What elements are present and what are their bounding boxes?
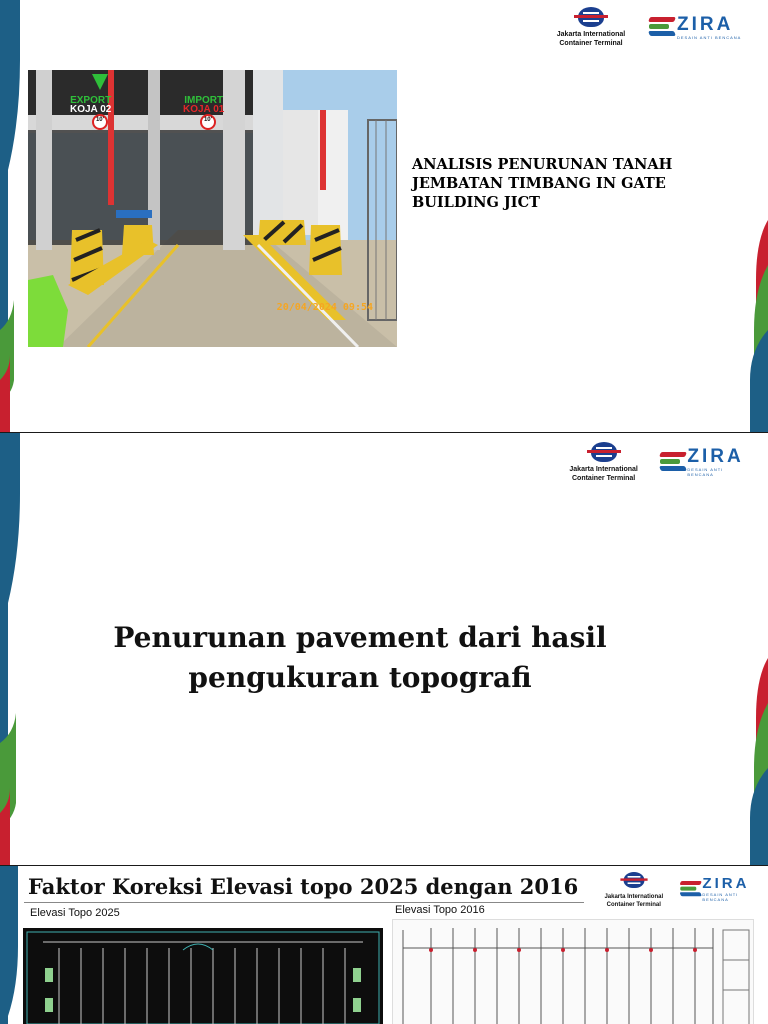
topo-2025-drawing: [23, 928, 383, 1024]
sign-export-lane: KOJA 02: [70, 104, 112, 115]
slide-2-title: [100, 618, 620, 698]
slide-2-title-line1: Penurunan pavement dari hasil: [113, 621, 607, 654]
jict-logo-line1: Jakarta International: [556, 30, 626, 38]
sign-export-label: EXPORT: [70, 95, 112, 106]
jict-logo-text: [557, 30, 625, 48]
caption-topo-2016: Elevasi Topo 2016: [395, 904, 485, 916]
jict-logo-line2: Container Terminal: [571, 474, 636, 482]
jict-emblem-icon: [578, 7, 604, 27]
gate-photo: [28, 70, 397, 347]
caption-topo-2025: Elevasi Topo 2025: [30, 907, 120, 919]
slide-1-title: ANALISIS PENURUNAN TANAH JEMBATAN TIMBANG IN GATE BUILDING JICT: [412, 156, 673, 211]
sign-import: [183, 96, 224, 114]
header-logos: [541, 2, 761, 52]
zira-logo-name: ZIRA: [687, 446, 744, 467]
slide-2-title-line2: pengukuran topografi: [188, 661, 532, 694]
jict-logo-text: [569, 465, 637, 483]
jict-emblem-icon: [591, 442, 617, 462]
header-logos: [598, 868, 760, 910]
zira-mark-icon: [678, 878, 699, 900]
jict-logo: [598, 870, 670, 909]
photo-timestamp: 20/04/2024 09:54: [276, 302, 373, 313]
slide-2: [0, 433, 768, 865]
jict-logo-line1: Jakarta International: [604, 893, 664, 900]
right-decor-stripe: [748, 0, 768, 432]
jict-logo: [555, 442, 652, 483]
header-logos: [555, 437, 750, 487]
left-decor-stripe: [0, 866, 20, 1024]
slide-3-title: Faktor Koreksi Elevasi topo 2025 dengan 2016: [28, 874, 579, 899]
zira-logo: [676, 875, 760, 903]
jict-logo-line2: Container Terminal: [606, 901, 661, 908]
jict-logo: [541, 7, 641, 48]
left-decor-stripe: [0, 0, 22, 432]
zira-logo-tagline: DESAIN ANTI BENCANA: [677, 34, 742, 40]
zira-logo-name: ZIRA: [677, 13, 734, 35]
zira-mark-icon: [647, 13, 677, 41]
right-decor-stripe: [748, 433, 768, 865]
jict-logo-text: [604, 893, 663, 909]
jict-emblem-icon: [623, 872, 644, 888]
topo-2016-drawing: [392, 919, 754, 1024]
jict-logo-line2: Container Terminal: [559, 39, 623, 47]
slide-1: [0, 0, 768, 432]
topo-2025-linework: [23, 928, 383, 1024]
zira-logo-tagline: DESAIN ANTI BENCANA: [687, 467, 724, 477]
sign-export: [70, 96, 111, 114]
zira-logo-name: ZIRA: [702, 875, 750, 892]
height-limit-sign-left: 10': [95, 117, 105, 123]
title-underline: [24, 902, 584, 903]
slide-3: [0, 866, 768, 1024]
height-limit-sign-right: 10': [203, 117, 213, 123]
topo-2016-linework: [393, 920, 753, 1024]
jict-logo-line1: Jakarta International: [569, 465, 638, 473]
zira-logo-tagline: DESAIN ANTI BENCANA: [702, 892, 739, 902]
left-decor-stripe: [0, 433, 22, 865]
sign-import-lane: KOJA 01: [183, 104, 225, 115]
zira-logo: [647, 13, 741, 41]
sign-import-label: IMPORT: [184, 95, 224, 106]
zira-logo: [658, 447, 750, 477]
zira-mark-icon: [658, 448, 687, 476]
